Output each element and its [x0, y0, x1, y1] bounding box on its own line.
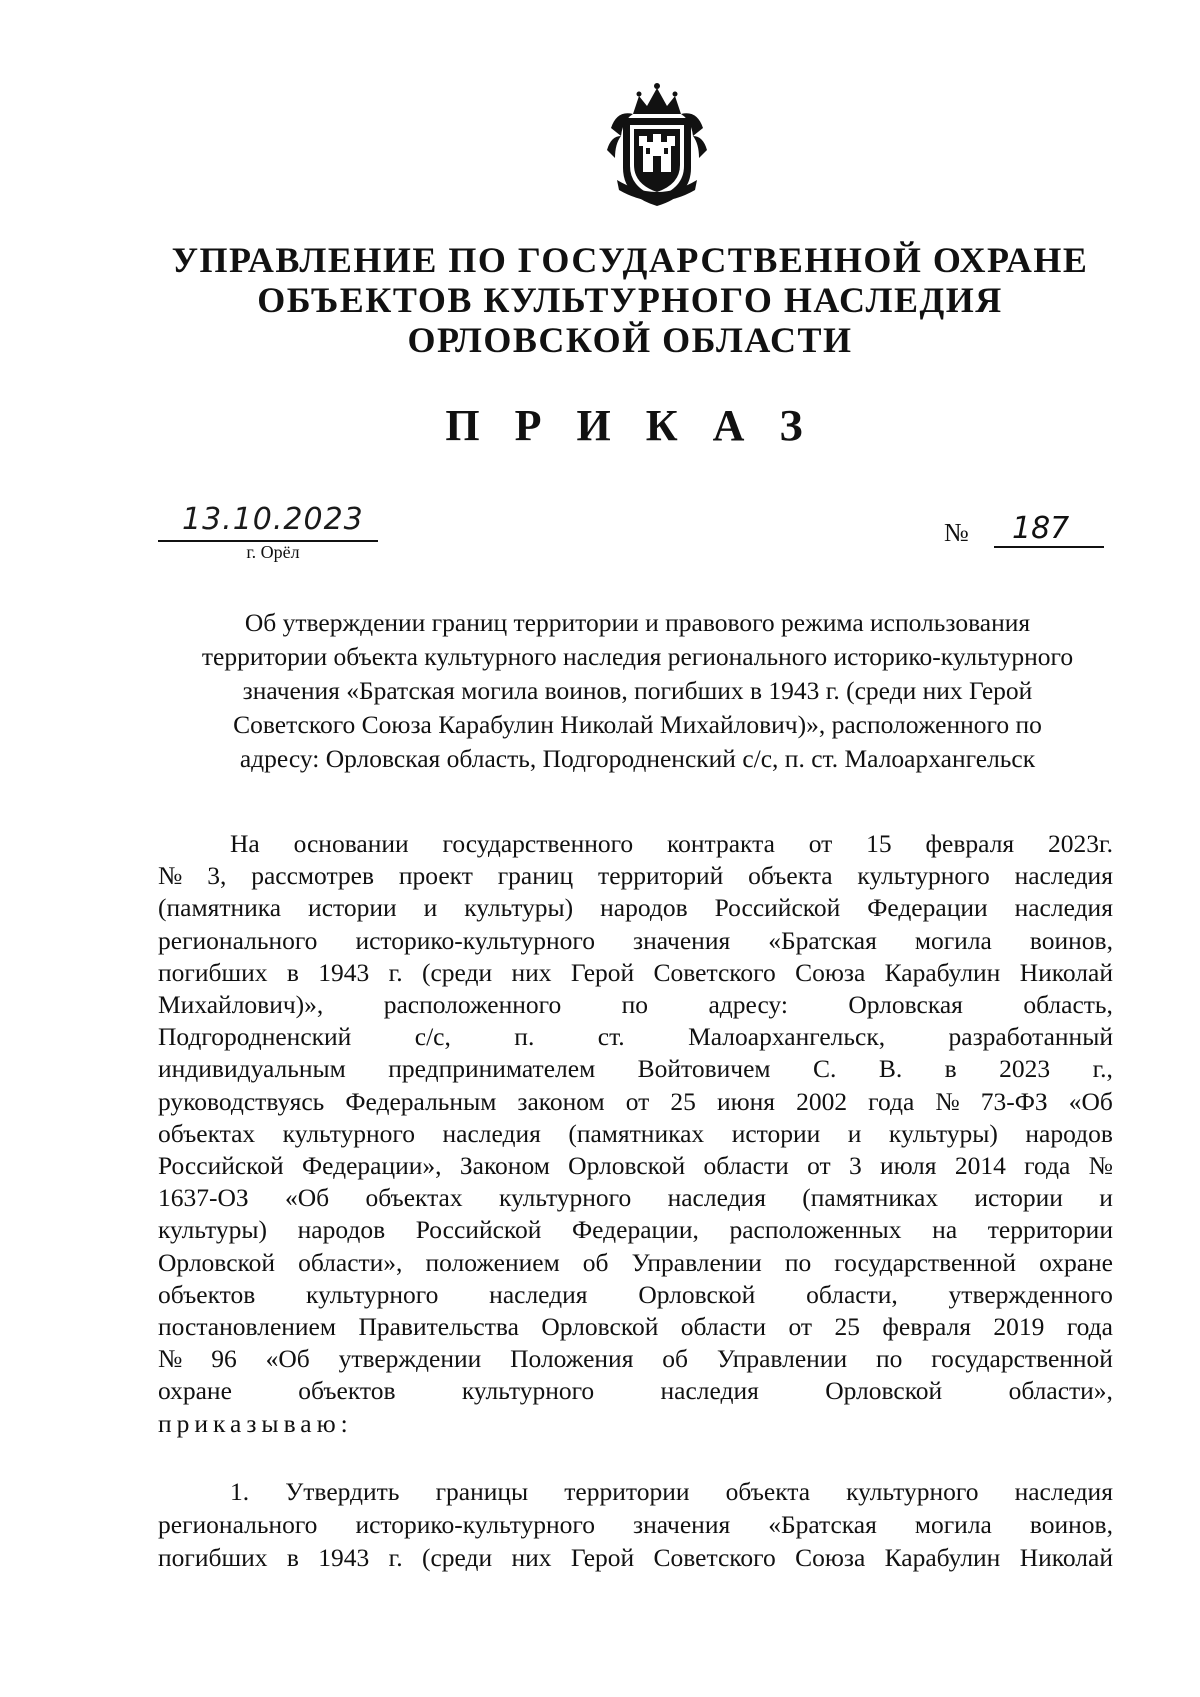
body-line: [158, 892, 1113, 924]
subject-line: Советского Союза Карабулин Николай Михайлович)», расположенного по: [233, 710, 1042, 739]
word: на: [932, 1215, 958, 1245]
word: Законом: [459, 1151, 550, 1181]
word: рассмотрев: [251, 861, 375, 891]
body-line: [158, 828, 1113, 860]
handwritten-number: 187: [994, 510, 1104, 548]
word: охране: [1039, 1247, 1113, 1277]
word: наследия: [1014, 893, 1113, 923]
word: наследия: [660, 1376, 759, 1406]
word: по: [784, 1247, 812, 1277]
word: от: [807, 1151, 831, 1181]
word: 2014: [954, 1151, 1006, 1181]
word: Федерации»,: [301, 1151, 442, 1181]
word: истории: [731, 1118, 821, 1148]
word: В.: [878, 1054, 903, 1084]
word: индивидуальным: [158, 1054, 346, 1084]
word: области,: [806, 1279, 898, 1309]
header-line-2: ОБЪЕКТОВ КУЛЬТУРНОГО НАСЛЕДИЯ: [257, 280, 1003, 320]
word: охране: [158, 1376, 232, 1406]
word: Орловской: [568, 1151, 686, 1181]
number-sign: №: [944, 518, 969, 547]
word: (памятниках: [802, 1183, 939, 1213]
word: Герой: [570, 1543, 635, 1572]
word: могила: [914, 925, 992, 955]
word: объектах: [158, 1118, 256, 1148]
word: Николай: [1019, 1543, 1113, 1572]
word: Положения: [510, 1344, 634, 1374]
word: п.: [514, 1022, 535, 1052]
word: в: [944, 1054, 957, 1084]
word: №: [158, 861, 183, 891]
word: по: [875, 1344, 903, 1374]
order-point-1: [158, 1475, 1113, 1574]
word: Войтовичем: [637, 1054, 771, 1084]
word: погибших: [158, 1543, 268, 1572]
word: области»,: [298, 1247, 403, 1277]
word: с/с,: [414, 1022, 451, 1052]
word: 3: [848, 1151, 862, 1181]
word: Михайлович)»,: [158, 990, 324, 1020]
word: в: [286, 957, 299, 987]
body-line-end-word: область,: [1023, 990, 1113, 1020]
point-line: [158, 1541, 1113, 1574]
word: наследия: [442, 1118, 541, 1148]
word: утвержденного: [948, 1279, 1113, 1309]
word: наследия: [1014, 861, 1113, 891]
word: Орловской: [825, 1376, 943, 1406]
word: ст.: [597, 1022, 625, 1052]
word: наследия: [667, 1183, 766, 1213]
word: Российской: [714, 893, 841, 923]
word: культурного: [306, 1279, 439, 1309]
word: На: [230, 829, 260, 858]
subject-line: территории объекта культурного наследия регионального историко-культурного: [201, 642, 1074, 671]
subject-line: адресу: Орловская область, Подгородненский с/с, п. ст. Малоархангельск: [239, 744, 1036, 773]
word: и: [847, 1118, 862, 1148]
point-line: [158, 1475, 1113, 1508]
word: объектов: [298, 1376, 396, 1406]
word: года: [1066, 1312, 1113, 1342]
word: Управлении: [631, 1247, 762, 1277]
word: 1637-ОЗ: [158, 1183, 249, 1213]
word: руководствуясь: [158, 1086, 325, 1116]
word: об: [662, 1344, 689, 1374]
subject-line: Об утверждении границ территории и правового режима использования: [244, 608, 1031, 637]
word: погибших: [158, 957, 268, 987]
word: Федерации,: [572, 1215, 699, 1245]
word: июня: [716, 1086, 776, 1116]
word: Карабулин: [884, 957, 1001, 987]
word: государственной: [834, 1247, 1017, 1277]
word: по: [621, 990, 649, 1020]
word: Карабулин: [884, 1543, 1001, 1572]
word: Союза: [795, 1543, 866, 1572]
word: (памятниках: [568, 1118, 705, 1148]
word: С.: [813, 1054, 837, 1084]
word: Орловской: [638, 1279, 756, 1309]
word: границы: [435, 1477, 529, 1506]
authority-header: [150, 240, 1110, 360]
word: объектов: [158, 1279, 256, 1309]
word: 73-ФЗ: [980, 1086, 1048, 1116]
word: основании: [293, 829, 409, 858]
body-line: [158, 1021, 1113, 1053]
body-line: [158, 1150, 1113, 1182]
word: «Об: [1068, 1086, 1113, 1116]
word: территории: [564, 1477, 690, 1506]
order-subject: [165, 606, 1110, 776]
word: об: [582, 1247, 609, 1277]
body-line: [158, 989, 1113, 1021]
word: 25: [834, 1312, 860, 1342]
body-line: [158, 1118, 1113, 1150]
word: культурного: [846, 1477, 979, 1506]
word: адресу:: [708, 990, 788, 1020]
word: наследия: [1014, 1477, 1113, 1506]
word: народов: [297, 1215, 386, 1245]
word: июля: [880, 1151, 937, 1181]
word: года: [868, 1086, 915, 1116]
word: 3,: [207, 861, 227, 891]
body-line: [158, 1086, 1113, 1118]
body-line: [158, 1343, 1113, 1375]
word: Федерации: [867, 893, 988, 923]
word: 1943: [318, 1543, 370, 1572]
word: значения: [633, 1510, 731, 1539]
word: февраля: [882, 1312, 971, 1342]
body-line: [158, 1311, 1113, 1343]
word: территорий: [598, 861, 724, 891]
word: Российской: [158, 1151, 284, 1181]
word: культурного: [498, 1183, 632, 1213]
word: 25: [670, 1086, 696, 1116]
word: регионального: [158, 1510, 318, 1539]
point-line: [158, 1508, 1113, 1541]
word: Утвердить: [285, 1477, 400, 1506]
city-label: г. Орёл: [246, 542, 300, 562]
word: 2023г.: [1048, 829, 1113, 858]
word: 1943: [318, 957, 370, 987]
word: от: [788, 1312, 813, 1342]
header-line-1: УПРАВЛЕНИЕ ПО ГОСУДАРСТВЕННОЙ ОХРАНЕ: [171, 240, 1089, 280]
word: «Об: [285, 1183, 330, 1213]
word: законом: [517, 1086, 605, 1116]
word: 2019: [993, 1312, 1045, 1342]
word: Малоархангельск,: [688, 1022, 886, 1052]
word: истории: [974, 1183, 1063, 1213]
word: Управлении: [716, 1344, 848, 1374]
word: Орловской: [158, 1247, 276, 1277]
word: постановлением: [158, 1312, 337, 1342]
header-line-3: ОРЛОВСКОЙ ОБЛАСТИ: [407, 320, 853, 360]
word: области: [680, 1312, 767, 1342]
body-line: [158, 1247, 1113, 1279]
handwritten-date: 13.10.2023: [158, 500, 378, 542]
word: Российской: [415, 1215, 542, 1245]
document-title: П Р И К А З: [445, 401, 815, 450]
word: культуры): [158, 1215, 267, 1245]
word: (среди: [421, 957, 493, 987]
word: расположенного: [383, 990, 562, 1020]
body-line: [158, 925, 1113, 957]
word: Подгородненский: [158, 1022, 352, 1052]
word: №: [1088, 1151, 1113, 1181]
preamble-text: [158, 828, 1113, 1440]
word: года: [1024, 1151, 1071, 1181]
body-line: [158, 860, 1113, 892]
word: утверждении: [338, 1344, 482, 1374]
word: 15: [866, 829, 892, 858]
word: наследия: [489, 1279, 588, 1309]
body-line: [158, 1182, 1113, 1214]
body-line: [158, 1214, 1113, 1246]
word: 2002: [796, 1086, 848, 1116]
word: Советского: [653, 1543, 776, 1572]
word: Орловской: [541, 1312, 659, 1342]
word: Николай: [1019, 957, 1113, 987]
word: территории: [987, 1215, 1113, 1245]
word: Герой: [570, 957, 635, 987]
word: «Братская: [768, 925, 877, 955]
word: культуры): [888, 1118, 998, 1148]
word: государственного: [442, 829, 634, 858]
word: Правительства: [358, 1312, 519, 1342]
word: границ: [497, 861, 574, 891]
word: расположенных: [729, 1215, 902, 1245]
word: Советского: [653, 957, 776, 987]
word: объектах: [365, 1183, 463, 1213]
word: культурного: [282, 1118, 415, 1148]
word: культурного: [461, 1376, 595, 1406]
word: них: [511, 957, 552, 987]
word: историко-культурного: [355, 925, 596, 955]
date-block: [158, 500, 378, 563]
word: и: [423, 893, 438, 923]
word: положением: [425, 1247, 560, 1277]
body-line: [158, 1375, 1113, 1407]
word: г.,: [1092, 1054, 1113, 1084]
word: №: [158, 1344, 183, 1374]
word: объекта: [725, 1477, 811, 1506]
body-line: [158, 957, 1113, 989]
word: Федеральным: [345, 1086, 497, 1116]
word: (среди: [421, 1543, 493, 1572]
word: проект: [398, 861, 473, 891]
body-line: [158, 1279, 1113, 1311]
word: историко-культурного: [355, 1510, 596, 1539]
word: (памятника: [158, 893, 282, 923]
word: государственной: [931, 1344, 1113, 1374]
word: культуры): [464, 893, 574, 923]
word: предпринимателем: [388, 1054, 596, 1084]
word: Орловская: [848, 990, 963, 1020]
word: народов: [600, 893, 688, 923]
word: 2023: [999, 1054, 1051, 1084]
word: Союза: [795, 957, 866, 987]
word: регионального: [158, 925, 318, 955]
word: народов: [1025, 1118, 1113, 1148]
word: г.: [388, 957, 403, 987]
word: объекта: [748, 861, 833, 891]
word: и: [1099, 1183, 1113, 1213]
body-line-end-word: разработанный: [948, 1022, 1113, 1052]
word: от: [808, 829, 833, 858]
body-line: [158, 1053, 1113, 1085]
word: культурного: [857, 861, 990, 891]
word: значения: [633, 925, 731, 955]
word: «Братская: [768, 1510, 877, 1539]
word: воинов,: [1029, 925, 1113, 955]
coat-of-arms-emblem: [603, 80, 711, 210]
body-line: [158, 1408, 1113, 1440]
word: области»,: [1008, 1376, 1113, 1406]
word: в: [286, 1543, 299, 1572]
order-word: приказываю:: [158, 1408, 353, 1438]
word: «Об: [265, 1344, 310, 1374]
subject-line: значения «Братская могила воинов, погибших в 1943 г. (среди них Герой: [242, 676, 1033, 705]
word: 96: [211, 1344, 237, 1374]
word: г.: [388, 1543, 403, 1572]
word: от: [625, 1086, 650, 1116]
word: истории: [308, 893, 397, 923]
word: могила: [914, 1510, 992, 1539]
word: февраля: [925, 829, 1015, 858]
word: них: [511, 1543, 552, 1572]
word: воинов,: [1029, 1510, 1113, 1539]
word: №: [935, 1086, 960, 1116]
word: области: [703, 1151, 789, 1181]
document-number-block: [944, 510, 1114, 550]
word: контракта: [667, 829, 775, 858]
word: 1.: [230, 1477, 250, 1506]
